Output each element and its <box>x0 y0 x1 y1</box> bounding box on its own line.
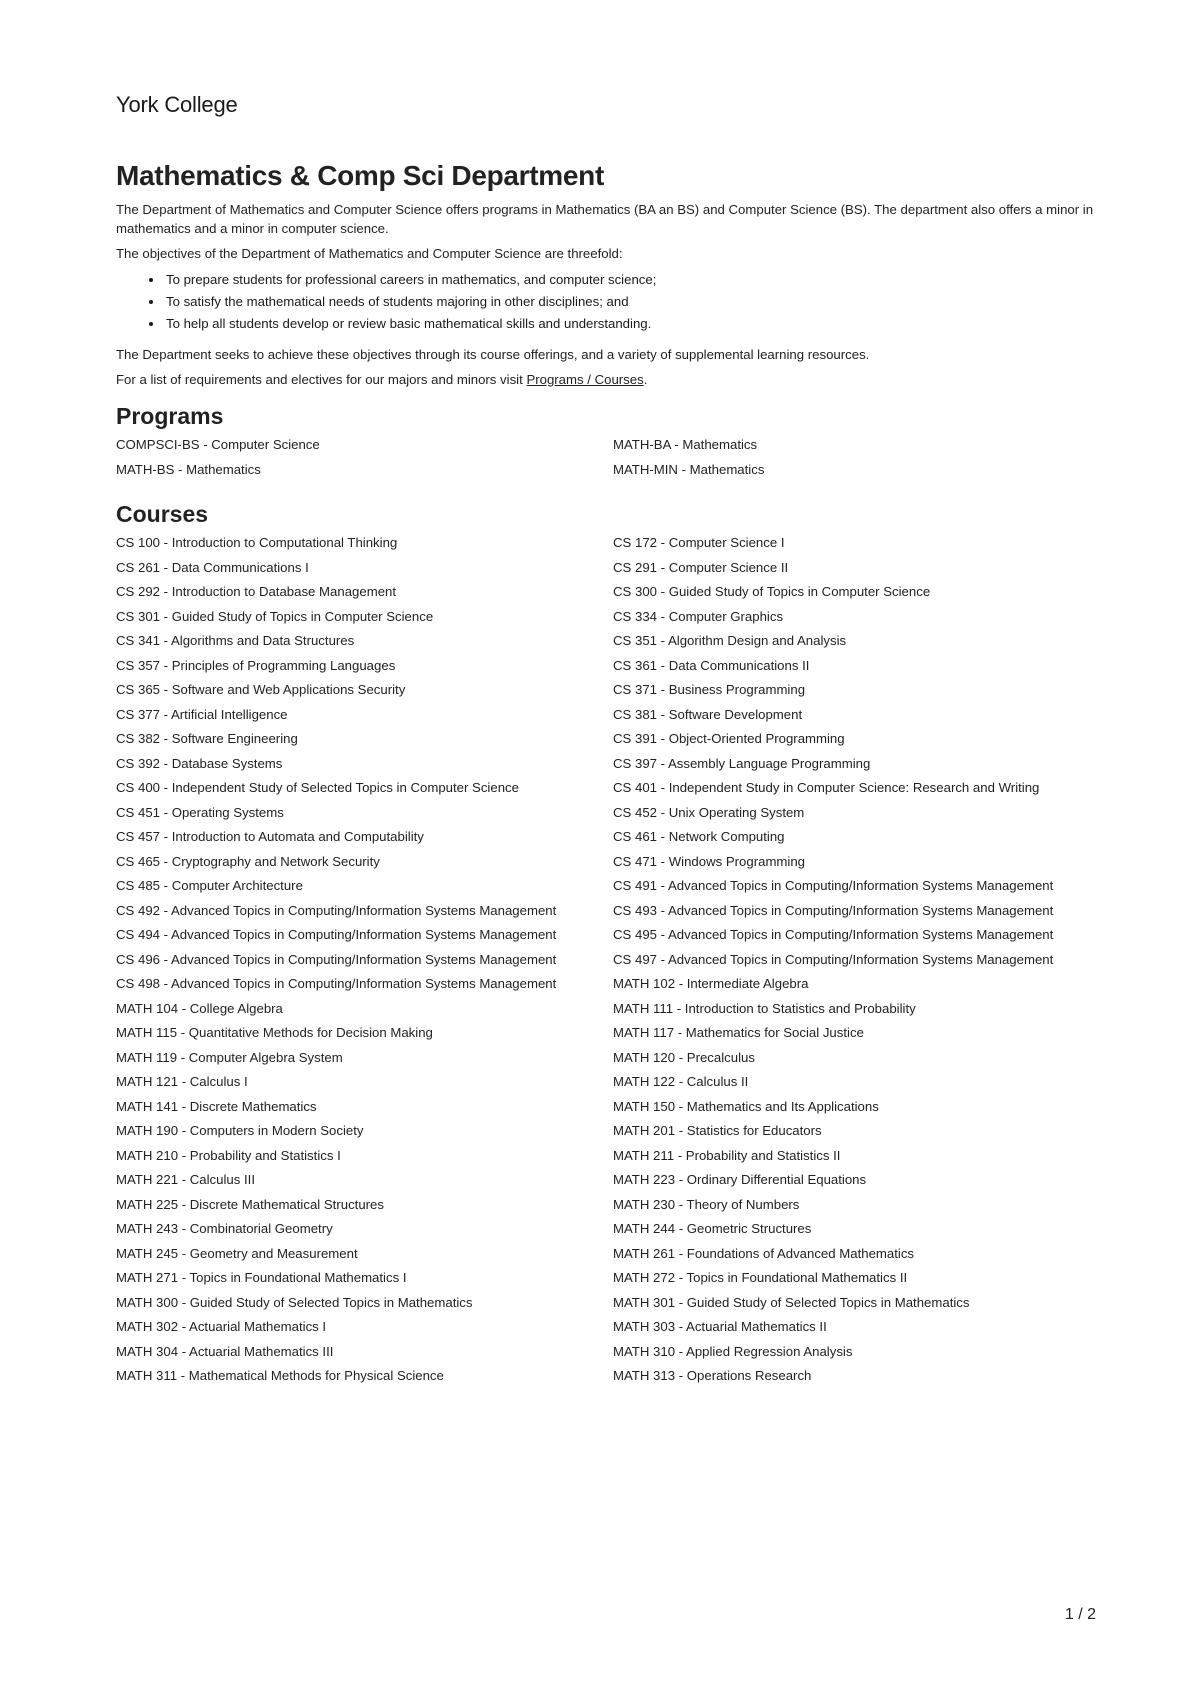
requirements-suffix: . <box>643 372 648 387</box>
course-link[interactable]: MATH 301 - Guided Study of Selected Topics in Mathematics <box>613 1294 970 1310</box>
course-link[interactable]: CS 491 - Advanced Topics in Computing/Information Systems Management <box>613 878 1054 893</box>
course-link[interactable]: CS 465 - Cryptography and Network Security <box>116 853 380 869</box>
program-link[interactable]: MATH-BS - Mathematics <box>116 461 261 477</box>
course-link[interactable]: CS 496 - Advanced Topics in Computing/Information Systems Management <box>116 951 557 967</box>
course-link[interactable]: CS 377 - Artificial Intelligence <box>116 706 288 722</box>
course-link[interactable]: MATH 117 - Mathematics for Social Justice <box>613 1025 864 1040</box>
document-page <box>116 92 1096 1390</box>
course-link[interactable]: MATH 223 - Ordinary Differential Equations <box>613 1172 867 1187</box>
course-link[interactable]: CS 391 - Object-Oriented Programming <box>613 731 845 746</box>
course-link[interactable]: CS 493 - Advanced Topics in Computing/Information Systems Management <box>613 902 1054 918</box>
course-link[interactable]: CS 485 - Computer Architecture <box>116 878 303 893</box>
course-link[interactable]: CS 497 - Advanced Topics in Computing/Information Systems Management <box>613 951 1054 967</box>
course-link[interactable]: CS 397 - Assembly Language Programming <box>613 755 871 771</box>
course-link[interactable]: CS 471 - Windows Programming <box>613 853 806 869</box>
course-link[interactable]: MATH 310 - Applied Regression Analysis <box>613 1343 853 1359</box>
course-link[interactable]: MATH 244 - Geometric Structures <box>613 1221 812 1236</box>
course-link[interactable]: MATH 300 - Guided Study of Selected Topics in Mathematics <box>116 1294 473 1310</box>
course-link[interactable]: CS 401 - Independent Study in Computer Science: Research and Writing <box>613 780 1040 795</box>
course-link[interactable]: MATH 303 - Actuarial Mathematics II <box>613 1319 827 1334</box>
page-number: 1 / 2 <box>1064 1606 1096 1623</box>
program-link[interactable]: MATH-MIN - Mathematics <box>613 461 765 477</box>
course-link[interactable]: CS 365 - Software and Web Applications Security <box>116 682 406 697</box>
course-link[interactable]: MATH 104 - College Algebra <box>116 1000 283 1016</box>
course-link[interactable]: CS 341 - Algorithms and Data Structures <box>116 633 355 648</box>
course-link[interactable]: CS 495 - Advanced Topics in Computing/Information Systems Management <box>613 927 1054 942</box>
course-link[interactable]: CS 498 - Advanced Topics in Computing/Information Systems Management <box>116 976 557 991</box>
course-link[interactable]: MATH 302 - Actuarial Mathematics I <box>116 1319 327 1334</box>
objective-item: • To prepare students for professional careers in mathematics, and computer science; <box>164 269 1096 291</box>
course-link[interactable]: CS 300 - Guided Study of Topics in Computer Science <box>613 584 931 599</box>
course-link[interactable]: MATH 211 - Probability and Statistics II <box>613 1147 841 1163</box>
course-link[interactable]: MATH 111 - Introduction to Statistics and Probability <box>613 1000 916 1016</box>
course-link[interactable]: MATH 210 - Probability and Statistics I <box>116 1147 341 1163</box>
course-link[interactable]: MATH 245 - Geometry and Measurement <box>116 1245 358 1261</box>
course-link[interactable]: CS 172 - Computer Science I <box>613 535 785 550</box>
course-link[interactable]: CS 351 - Algorithm Design and Analysis <box>613 633 847 648</box>
course-link[interactable]: CS 301 - Guided Study of Topics in Computer Science <box>116 608 434 624</box>
course-link[interactable]: CS 291 - Computer Science II <box>613 559 789 575</box>
requirements-paragraph <box>116 370 1096 389</box>
intro-paragraph: The Department of Mathematics and Computer Science offers programs in Mathematics (BA an BS) and Computer Science (BS). The department also offers a minor in mathematics and a minor in computer science. <box>116 202 1094 236</box>
course-link[interactable]: CS 400 - Independent Study of Selected Topics in Computer Science <box>116 780 519 795</box>
objective-item: • To satisfy the mathematical needs of students majoring in other disciplines; and <box>164 291 1096 313</box>
course-link[interactable]: MATH 141 - Discrete Mathematics <box>116 1098 317 1114</box>
course-link[interactable]: MATH 304 - Actuarial Mathematics III <box>116 1343 334 1359</box>
courses-heading: Courses <box>116 501 209 527</box>
course-link[interactable]: CS 381 - Software Development <box>613 706 803 722</box>
programs-heading: Programs <box>116 403 224 429</box>
course-link[interactable]: MATH 225 - Discrete Mathematical Structures <box>116 1196 384 1212</box>
course-link[interactable]: MATH 311 - Mathematical Methods for Physical Science <box>116 1368 444 1383</box>
course-link[interactable]: CS 334 - Computer Graphics <box>613 608 784 624</box>
course-link[interactable]: MATH 190 - Computers in Modern Society <box>116 1123 364 1138</box>
course-link[interactable]: MATH 201 - Statistics for Educators <box>613 1123 822 1138</box>
page-title: Mathematics & Comp Sci Department <box>116 160 604 191</box>
course-link[interactable]: CS 292 - Introduction to Database Management <box>116 584 397 599</box>
course-link[interactable]: MATH 243 - Combinatorial Geometry <box>116 1221 333 1236</box>
objectives-intro: The objectives of the Department of Mathematics and Computer Science are threefold: <box>116 246 623 261</box>
objective-item: • To help all students develop or review basic mathematical skills and understanding. <box>164 313 1096 335</box>
course-link[interactable]: CS 361 - Data Communications II <box>613 657 810 673</box>
course-link[interactable]: CS 452 - Unix Operating System <box>613 804 805 820</box>
course-link[interactable]: CS 457 - Introduction to Automata and Computability <box>116 829 424 844</box>
course-link[interactable]: MATH 120 - Precalculus <box>613 1049 755 1065</box>
course-link[interactable]: MATH 271 - Topics in Foundational Mathematics I <box>116 1270 407 1285</box>
programs-courses-link[interactable]: Programs / Courses <box>526 372 644 387</box>
course-link[interactable]: MATH 313 - Operations Research <box>613 1368 812 1383</box>
programs-list <box>116 434 1096 483</box>
college-name: York College <box>116 92 238 117</box>
course-link[interactable]: MATH 221 - Calculus III <box>116 1172 255 1187</box>
course-link[interactable]: CS 100 - Introduction to Computational Thinking <box>116 535 398 550</box>
course-link[interactable]: CS 261 - Data Communications I <box>116 559 309 575</box>
requirements-prefix: For a list of requirements and electives for our majors and minors visit <box>116 372 527 387</box>
course-link[interactable]: CS 371 - Business Programming <box>613 682 806 697</box>
course-link[interactable]: MATH 115 - Quantitative Methods for Decision Making <box>116 1025 433 1040</box>
course-link[interactable]: MATH 119 - Computer Algebra System <box>116 1049 343 1065</box>
course-link[interactable]: MATH 230 - Theory of Numbers <box>613 1196 800 1212</box>
course-link[interactable]: MATH 102 - Intermediate Algebra <box>613 976 809 991</box>
course-link[interactable]: CS 382 - Software Engineering <box>116 731 298 746</box>
course-link[interactable]: MATH 121 - Calculus I <box>116 1074 248 1089</box>
course-link[interactable]: MATH 272 - Topics in Foundational Mathematics II <box>613 1270 908 1285</box>
course-link[interactable]: CS 461 - Network Computing <box>613 829 785 844</box>
course-link[interactable]: MATH 261 - Foundations of Advanced Mathematics <box>613 1245 915 1261</box>
course-link[interactable]: CS 392 - Database Systems <box>116 755 283 771</box>
course-link[interactable]: CS 492 - Advanced Topics in Computing/Information Systems Management <box>116 902 557 918</box>
program-link[interactable]: MATH-BA - Mathematics <box>613 437 758 452</box>
course-link[interactable]: MATH 150 - Mathematics and Its Applications <box>613 1098 879 1114</box>
achieve-paragraph: The Department seeks to achieve these objectives through its course offerings, and a variety of supplemental learning resources. <box>116 347 870 362</box>
objectives-list <box>116 269 1096 335</box>
course-link[interactable]: CS 494 - Advanced Topics in Computing/Information Systems Management <box>116 927 557 942</box>
course-link[interactable]: CS 451 - Operating Systems <box>116 804 284 820</box>
course-link[interactable]: MATH 122 - Calculus II <box>613 1074 749 1089</box>
program-link[interactable]: COMPSCI-BS - Computer Science <box>116 437 320 452</box>
course-link[interactable]: CS 357 - Principles of Programming Languages <box>116 657 396 673</box>
courses-list <box>116 532 1096 1390</box>
